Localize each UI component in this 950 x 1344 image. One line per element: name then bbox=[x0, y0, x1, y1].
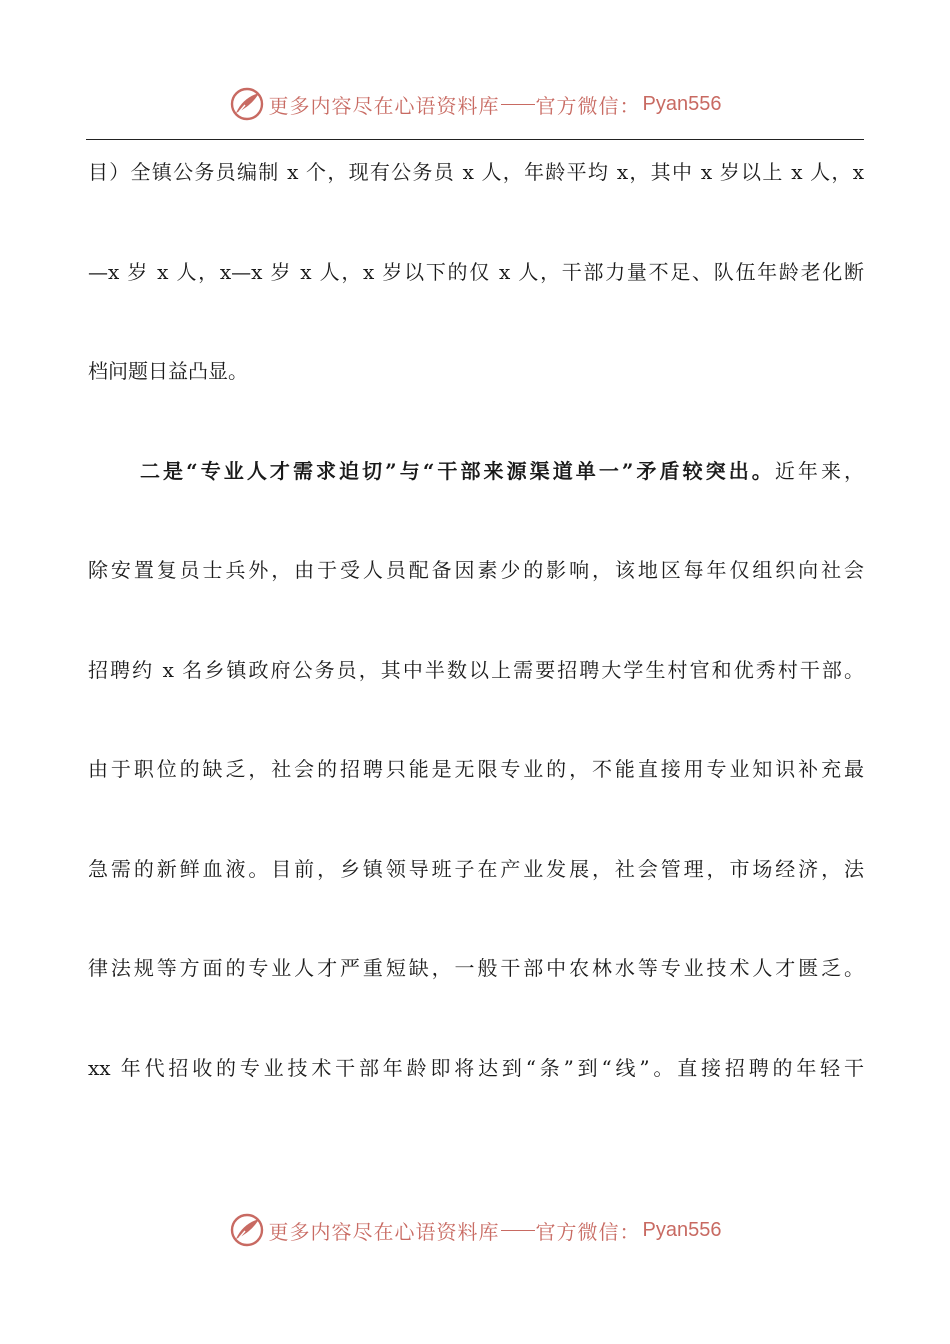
header-banner-id: Pyan556 bbox=[642, 92, 722, 115]
footer-banner-title: 更多内容尽在心语资料库 bbox=[268, 1219, 500, 1244]
text-line: 招聘约 x 名乡镇政府公务员，其中半数以上需要招聘大学生村官和优秀村干部。 bbox=[88, 657, 864, 682]
footer-banner bbox=[0, 1208, 950, 1252]
text-line: 除安置复员士兵外，由于受人员配备因素少的影响，该地区每年仅组织向社会 bbox=[88, 558, 864, 582]
header-banner-label: 官方微信： bbox=[535, 93, 641, 118]
text-line: 急需的新鲜血液。目前，乡镇领导班子在产业发展，社会管理，市场经济，法 bbox=[88, 856, 864, 881]
header-rule bbox=[86, 139, 864, 140]
paragraph-heading-line bbox=[88, 449, 864, 549]
header-banner-dash bbox=[501, 104, 535, 105]
footer-banner-dash bbox=[501, 1230, 535, 1231]
footer-banner-label: 官方微信： bbox=[535, 1219, 641, 1244]
footer-banner-id: Pyan556 bbox=[642, 1218, 722, 1241]
text-line: —x 岁 x 人，x—x 岁 x 人，x 岁以下的仅 x 人，干部力量不足、队伍年龄老化断 bbox=[88, 259, 864, 284]
pen-logo-icon bbox=[229, 86, 265, 122]
pen-logo-icon bbox=[229, 1212, 265, 1248]
text-line: 律法规等方面的专业人才严重短缺，一般干部中农林水等专业技术人才匮乏。 bbox=[88, 956, 864, 980]
header-banner bbox=[0, 82, 950, 126]
header-banner-title: 更多内容尽在心语资料库 bbox=[268, 93, 500, 118]
text-line: 由于职位的缺乏，社会的招聘只能是无限专业的，不能直接用专业知识补充最 bbox=[88, 757, 864, 781]
paragraph-heading-bold: 二是“专业人才需求迫切”与“干部来源渠道单一”矛盾较突出。 bbox=[140, 458, 775, 483]
text-line: xx 年代招收的专业技术干部年龄即将达到“条”到“线”。直接招聘的年轻干 bbox=[88, 1055, 864, 1080]
text-line: 目）全镇公务员编制 x 个，现有公务员 x 人，年龄平均 x，其中 x 岁以上 x 人，x bbox=[88, 160, 864, 184]
text-line: 档问题日益凸显。 bbox=[88, 359, 248, 383]
paragraph-heading-rest: 近年来， bbox=[774, 458, 865, 483]
document-body bbox=[88, 150, 864, 1145]
